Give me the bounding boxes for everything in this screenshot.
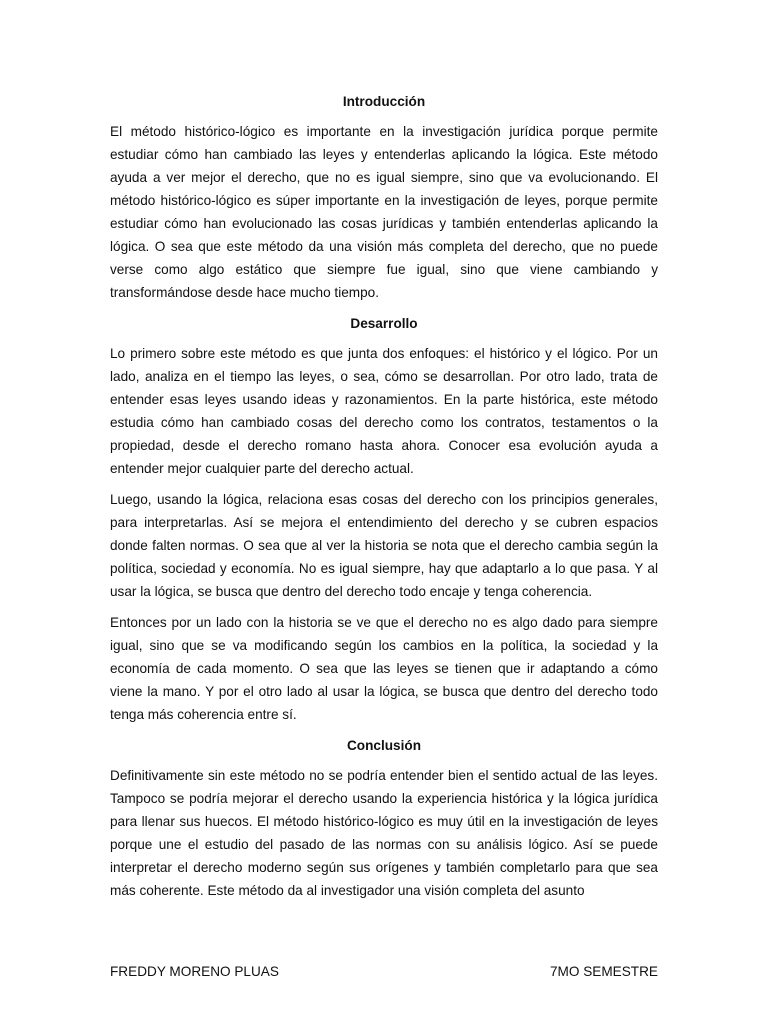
intro-paragraph: El método histórico-lógico es importante en la investigación jurídica porque permite estudiar cómo han cambiado las leyes y entenderlas aplicando la lógica. Este método ayuda a ver mejor el derecho, que no es igual siempre, sino que va evolucionando. El método histórico-lógico es súper importante en la investigación de leyes, porque permite estudiar cómo han evolucionado las cosas jurídicas y también entenderlas aplicando la lógica. O sea que este método da una visión más completa del derecho, que no puede verse como algo estático que siempre fue igual, sino que viene cambiando y transformándose desde hace mucho tiempo. [110, 124, 658, 300]
document-body [110, 90, 658, 910]
page-footer [110, 963, 658, 981]
conclusion-paragraph: Definitivamente sin este método no se podría entender bien el sentido actual de las leyes. Tampoco se podría mejorar el derecho usando la experiencia histórica y la lógica jurídica para llenar sus huecos. El método histórico-lógico es muy útil en la investigación de leyes porque une el estudio del pasado de las normas con su análisis lógico. Así se puede interpretar el derecho moderno según sus orígenes y también completarlo para que sea más coherente. Este método da al investigador una visión completa del asunto [110, 768, 658, 898]
development-paragraph-3: Entonces por un lado con la historia se ve que el derecho no es algo dado para siempre igual, sino que se va modificando según los cambios en la política, la sociedad y la economía de cada momento. O sea que las leyes se tienen que ir adaptando a cómo viene la mano. Y por el otro lado al usar la lógica, se busca que dentro del derecho todo tenga más coherencia entre sí. [110, 615, 658, 722]
heading-introduccion: Introducción [342, 94, 426, 109]
heading-conclusion: Conclusión [346, 738, 421, 753]
development-paragraph-1: Lo primero sobre este método es que junta dos enfoques: el histórico y el lógico. Por un lado, analiza en el tiempo las leyes, o sea, cómo se desarrollan. Por otro lado, trata de entender esas leyes usando ideas y razonamientos. En la parte histórica, este método estudia cómo han cambiado cosas del derecho como los contratos, testamentos o la propiedad, desde el derecho romano hasta ahora. Conocer esa evolución ayuda a entender mejor cualquier parte del derecho actual. [110, 346, 658, 476]
heading-desarrollo: Desarrollo [350, 316, 418, 331]
development-paragraph-2: Luego, usando la lógica, relaciona esas cosas del derecho con los principios generales, para interpretarlas. Así se mejora el entendimiento del derecho y se cubren espacios donde falten normas. O sea que al ver la historia se nota que el derecho cambia según la política, sociedad y economía. No es igual siempre, hay que adaptarlo a lo que pasa. Y al usar la lógica, se busca que dentro del derecho todo encaje y tenga coherencia. [110, 492, 658, 599]
footer-semester: 7MO SEMESTRE [549, 964, 658, 979]
footer-author: FREDDY MORENO PLUAS [110, 964, 279, 979]
